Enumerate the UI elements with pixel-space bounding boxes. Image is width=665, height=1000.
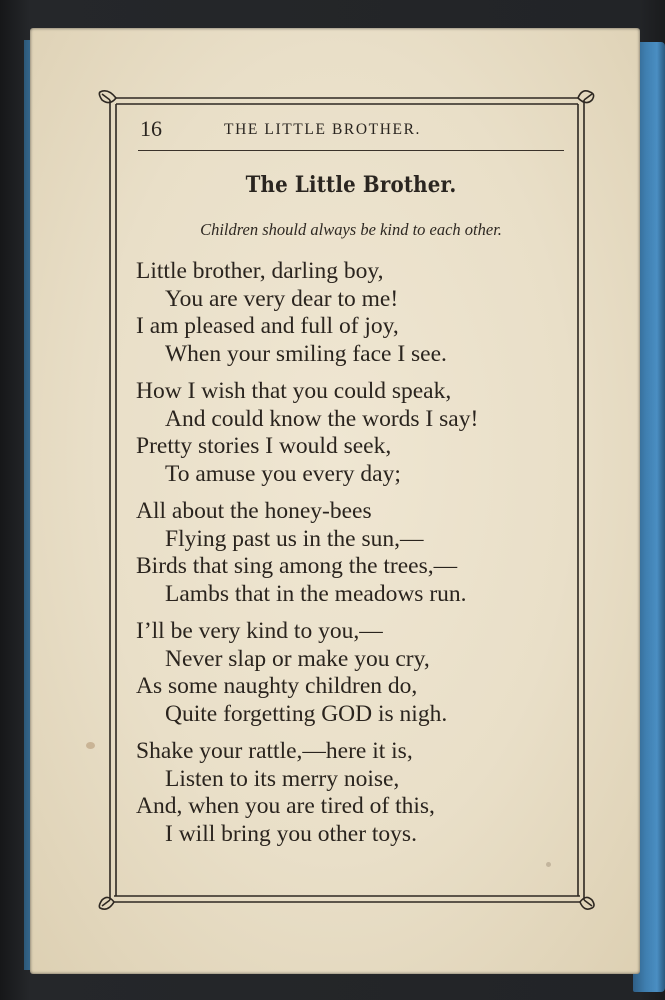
poem-line: When your smiling face I see.	[165, 340, 447, 367]
poem-line: You are very dear to me!	[165, 285, 399, 312]
poem-line: Quite forgetting GOD is nigh.	[165, 700, 448, 727]
paper-stain	[86, 742, 95, 749]
poem-line: To amuse you every day;	[165, 460, 401, 487]
poem-line: I’ll be very kind to you,—	[136, 618, 383, 644]
stanza	[136, 258, 576, 368]
stanza	[136, 738, 576, 848]
stanza	[136, 498, 576, 608]
poem-line: Shake your rattle,—here it is,	[136, 738, 413, 764]
poem-line: And, when you are tired of this,	[136, 793, 435, 819]
poem-line: Little brother, darling boy,	[136, 258, 384, 284]
paper-stain	[546, 862, 551, 867]
poem-title: The Little Brother.	[245, 172, 457, 198]
poem-line: I am pleased and full of joy,	[136, 313, 399, 339]
poem-line: And could know the words I say!	[165, 405, 479, 432]
page-number: 16	[140, 116, 162, 141]
running-head: THE LITTLE BROTHER.	[224, 121, 421, 138]
poem-line: I will bring you other toys.	[165, 820, 417, 847]
poem-line: Pretty stories I would seek,	[136, 433, 392, 459]
poem-line: Birds that sing among the trees,—	[136, 553, 458, 579]
poem-subtitle: Children should always be kind to each other.	[200, 220, 502, 239]
stanza	[136, 618, 576, 728]
stanza	[136, 378, 576, 488]
page-header	[138, 116, 564, 146]
poem-line: Never slap or make you cry,	[165, 645, 430, 672]
poem-line: Lambs that in the meadows run.	[165, 580, 467, 607]
poem-line: All about the honey-bees	[136, 498, 372, 524]
poem-line: As some naughty children do,	[136, 673, 418, 699]
poem-body	[136, 258, 576, 858]
poem-line: How I wish that you could speak,	[136, 378, 452, 404]
header-rule	[138, 150, 564, 151]
poem-line: Listen to its merry noise,	[165, 765, 400, 792]
poem-line: Flying past us in the sun,—	[165, 525, 424, 552]
